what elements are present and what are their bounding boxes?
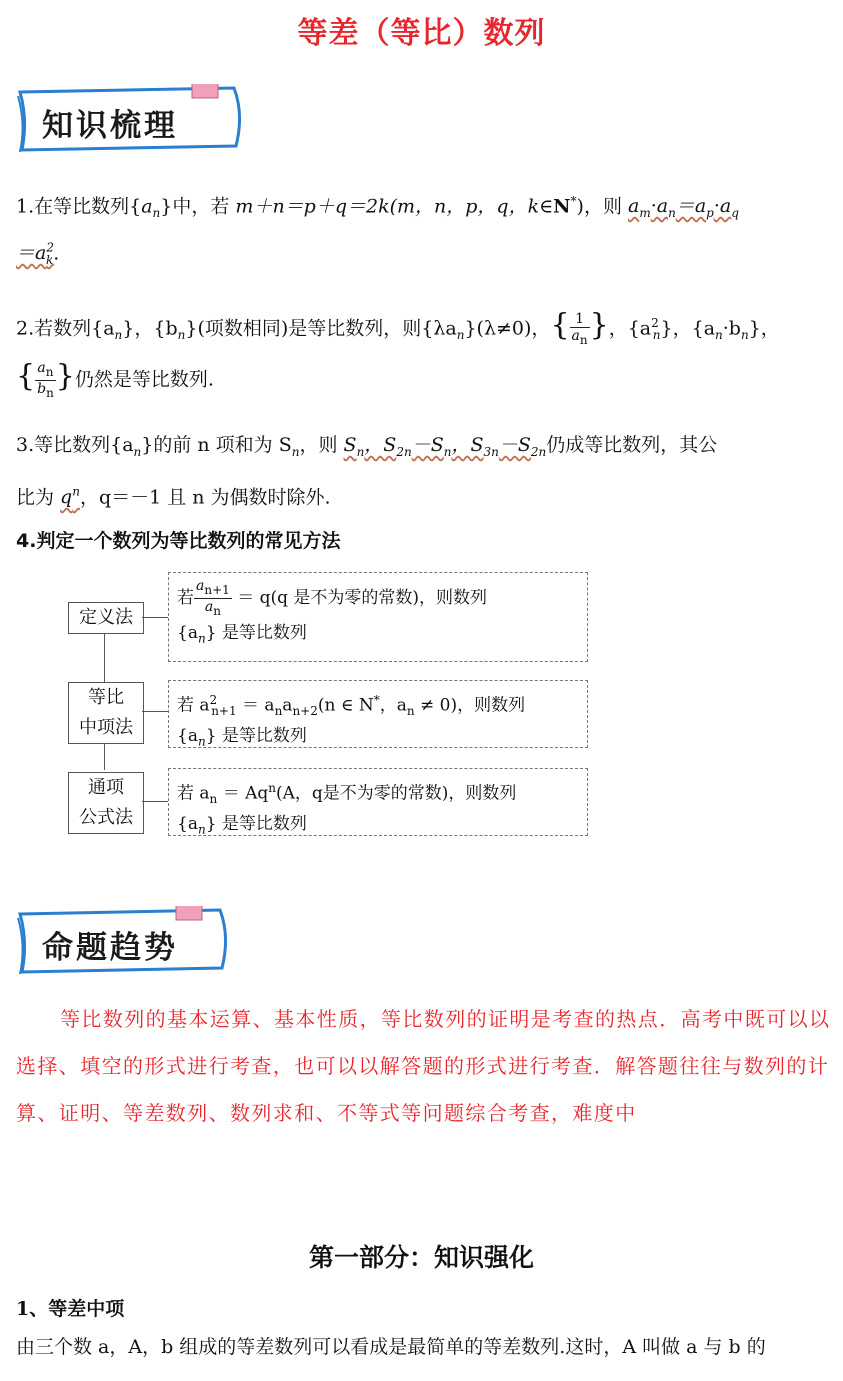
body-text: 由三个数 a，A，b 组成的等差数列可以看成是最简单的等差数列.这时，A 叫做 a 与 b 的 xyxy=(16,1336,766,1358)
connector-line xyxy=(142,801,168,802)
method-definition-box: 定义法 xyxy=(68,602,144,634)
knowledge-item-2-line2: { $\frac{a_n}{b_n}$ }仍然是等比数列. xyxy=(16,358,214,400)
method-middle-term-box: 等比 中项法 xyxy=(68,682,144,744)
method-definition-desc: 若 $\frac{a_{n+1}}{a_n}$ ＝ q(q 是不为零的常数)，则数列 $\{a_n\}$ 是等比数列 xyxy=(168,572,588,662)
subsection-heading: 1、等差中项 xyxy=(16,1298,125,1320)
part-heading: 第一部分：知识强化 xyxy=(308,1243,534,1272)
knowledge-item-3: 3.等比数列$\{a_n\}$的前 n 项和为 $S_n$，则 $S_n$，$S_{2n}-S_n$，$S_{3n}-S_{2n}$仍成等比数列，其公 xyxy=(16,434,718,459)
banner-title: 知识梳理 xyxy=(42,108,178,144)
method-general-term-box: 通项 公式法 xyxy=(68,772,144,834)
page-title: 等差（等比）数列 xyxy=(297,16,546,51)
reciprocal-fraction: $\frac{1}{a_n}$ xyxy=(571,310,588,347)
knowledge-item-1-line2: $=a^2_k$. xyxy=(16,241,60,268)
method-middle-term-desc: 若 $a^2_{n+1} = a_na_{n+2}(n$ ∈ N*，$a_n \ne 0$)，则数列 $\{a_n\}$ 是等比数列 xyxy=(168,680,588,748)
section-banner-knowledge xyxy=(16,84,238,150)
method-general-term-desc: 若 $a_n = Aq^n(A$，q是不为零的常数)，则数列 $\{a_n\}$ 是等比数列 xyxy=(168,768,588,836)
knowledge-item-4-heading: 4.判定一个数列为等比数列的常见方法 xyxy=(16,530,341,552)
connector-line xyxy=(142,617,168,618)
knowledge-item-3-line2: 比为 $q^n$，q＝－1 且 n 为偶数时除外. xyxy=(16,485,331,509)
section-banner-trend xyxy=(16,906,238,972)
knowledge-item-2: 2.若数列$\{a_n\}$，$\{b_n\}$(项数相同)是等比数列，则$\{\lambda a_n\}(\lambda\ne 0)$，{ $\frac{1}{a_n}$ }，$\{a^2_n\}$，$\{a_n\cdot b_n\}$， xyxy=(16,307,780,347)
ratio-fraction: $\frac{a_n}{b_n}$ xyxy=(37,360,54,400)
banner-title: 命题趋势 xyxy=(42,930,178,966)
connector-line xyxy=(142,711,168,712)
knowledge-item-1: 1.在等比数列$\{a_n\}$中，若 m＋n＝p＋q＝2k(m，n，p，q，k∈N*)，则 $a_m\cdot a_n=a_p\cdot a_q$ xyxy=(16,194,739,221)
trend-paragraph: 等比数列的基本运算、基本性质，等比数列的证明是考查的热点．高考中既可以以选择、填空的形式进行考查，也可以以解答题的形式进行考查．解答题往往与数列的计算、证明、等差数列、数列求和、不等式等问题综合考查，难度中 xyxy=(16,1007,831,1125)
